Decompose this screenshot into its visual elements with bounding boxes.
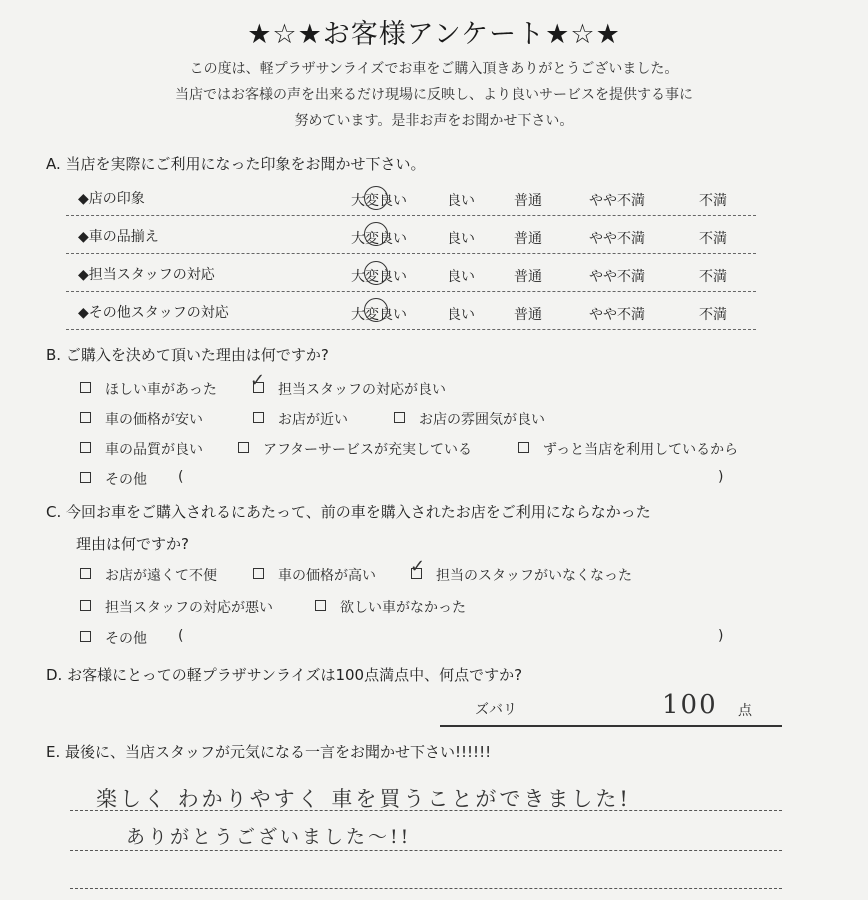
other-open-paren: ( <box>178 469 184 485</box>
checkbox[interactable] <box>238 442 249 453</box>
option-dissatisfied[interactable]: 不満 <box>699 193 727 209</box>
checkbox[interactable] <box>80 382 91 393</box>
checkbox-item[interactable] <box>238 439 472 459</box>
section-b-heading: B. ご購入を決めて頂いた理由は何ですか? <box>46 346 329 364</box>
option-very-good[interactable]: 大変良い <box>351 193 407 209</box>
checkbox-label: 車の価格が安い <box>105 412 203 428</box>
checkbox-item[interactable] <box>253 565 376 585</box>
option-dissatisfied[interactable]: 不満 <box>699 269 727 285</box>
checkbox-item[interactable] <box>80 565 217 585</box>
other-open-paren: ( <box>178 628 184 644</box>
option-slightly-dissatisfied[interactable]: やや不満 <box>589 307 645 323</box>
row-divider <box>66 215 756 216</box>
checkbox[interactable] <box>80 442 91 453</box>
checkbox-label: 担当のスタッフがいなくなった <box>436 568 632 584</box>
checkbox-label: お店の雰囲気が良い <box>419 412 545 428</box>
other-close-paren: ) <box>718 628 724 644</box>
row-divider <box>66 291 756 292</box>
checkmark-icon: ✓ <box>410 556 426 577</box>
comment-rule <box>70 888 782 889</box>
section-e-heading: E. 最後に、当店スタッフが元気になる一言をお聞かせ下さい!!!!!! <box>46 743 492 761</box>
row-divider <box>66 329 756 330</box>
checkbox-item[interactable] <box>80 409 203 429</box>
intro-line-1: この度は、軽プラザサンライズでお車をご購入頂きありがとうございました。 <box>189 61 679 77</box>
checkbox-label: お店が遠くて不便 <box>105 568 217 584</box>
checkbox[interactable] <box>80 600 91 611</box>
checkbox[interactable] <box>315 600 326 611</box>
section-a-heading: A. 当店を実際にご利用になった印象をお聞かせ下さい。 <box>46 155 426 173</box>
option-very-good[interactable]: 大変良い <box>351 231 407 247</box>
option-good[interactable]: 良い <box>447 231 475 247</box>
section-c-heading-cont: 理由は何ですか? <box>76 535 189 553</box>
checkbox-item[interactable] <box>315 597 466 617</box>
checkbox[interactable] <box>394 412 405 423</box>
checkbox-label: 欲しい車がなかった <box>340 600 466 616</box>
checkbox[interactable] <box>253 568 264 579</box>
selected-circle-mark <box>364 222 388 246</box>
option-slightly-dissatisfied[interactable]: やや不満 <box>589 231 645 247</box>
checkbox-label: 車の価格が高い <box>278 568 376 584</box>
checkbox-label: お店が近い <box>278 412 348 428</box>
checkbox-item[interactable] <box>80 379 217 399</box>
survey-title: ★☆★お客様アンケート★☆★ <box>247 19 621 50</box>
score-unit: 点 <box>738 703 752 719</box>
checkbox[interactable] <box>80 631 91 642</box>
comment-line-1[interactable]: 楽しく わかりやすく 車を買うことができました! <box>96 787 631 811</box>
selected-circle-mark <box>364 261 388 285</box>
checkbox-label: 車の品質が良い <box>105 442 203 458</box>
row-divider <box>66 253 756 254</box>
option-good[interactable]: 良い <box>447 193 475 209</box>
option-slightly-dissatisfied[interactable]: やや不満 <box>589 269 645 285</box>
option-normal[interactable]: 普通 <box>514 193 542 209</box>
option-dissatisfied[interactable]: 不満 <box>699 307 727 323</box>
checkbox[interactable] <box>518 442 529 453</box>
checkbox-item[interactable] <box>80 439 203 459</box>
row-label: ◆車の品揃え <box>78 229 159 245</box>
checkbox-item[interactable] <box>80 469 147 489</box>
checkmark-icon: ✓ <box>250 370 266 391</box>
intro-line-3: 努めています。是非お声をお聞かせ下さい。 <box>294 113 574 129</box>
checkbox-item[interactable] <box>394 409 545 429</box>
checkbox-item[interactable] <box>80 597 273 617</box>
option-slightly-dissatisfied[interactable]: やや不満 <box>589 193 645 209</box>
comment-rule <box>70 810 782 811</box>
checkbox[interactable] <box>253 412 264 423</box>
checkbox[interactable] <box>80 472 91 483</box>
option-very-good[interactable]: 大変良い <box>351 269 407 285</box>
option-good[interactable]: 良い <box>447 269 475 285</box>
row-label: ◆その他スタッフの対応 <box>78 305 229 321</box>
row-label: ◆担当スタッフの対応 <box>78 267 215 283</box>
row-label: ◆店の印象 <box>78 191 145 207</box>
checkbox[interactable] <box>80 568 91 579</box>
checkbox-item[interactable] <box>253 379 446 399</box>
checkbox-label: 担当スタッフの対応が悪い <box>105 600 273 616</box>
checkbox-label: その他 <box>105 472 147 488</box>
checkbox-label: 担当スタッフの対応が良い <box>278 382 446 398</box>
checkbox-item[interactable] <box>411 565 632 585</box>
selected-circle-mark <box>364 186 388 210</box>
comment-rule <box>70 850 782 851</box>
section-d-heading: D. お客様にとっての軽プラザサンライズは100点満点中、何点ですか? <box>46 666 523 684</box>
selected-circle-mark <box>364 298 388 322</box>
option-normal[interactable]: 普通 <box>514 231 542 247</box>
checkbox-item[interactable] <box>80 628 147 648</box>
checkbox-label: その他 <box>105 631 147 647</box>
section-c-heading: C. 今回お車をご購入されるにあたって、前の車を購入されたお店をご利用にならなかった <box>46 503 651 521</box>
checkbox[interactable] <box>80 412 91 423</box>
option-good[interactable]: 良い <box>447 307 475 323</box>
option-normal[interactable]: 普通 <box>514 307 542 323</box>
score-value[interactable]: 100 <box>662 690 718 720</box>
other-close-paren: ) <box>718 469 724 485</box>
comment-line-2[interactable]: ありがとうございました〜!! <box>126 826 412 848</box>
score-underline <box>440 725 782 727</box>
checkbox-label: アフターサービスが充実している <box>263 442 473 458</box>
checkbox-label: ずっと当店を利用しているから <box>543 442 739 458</box>
intro-line-2: 当店ではお客様の声を出来るだけ現場に反映し、より良いサービスを提供する事に <box>175 87 693 103</box>
answer-prefix: ズバリ <box>475 702 517 718</box>
checkbox-item[interactable] <box>518 439 738 459</box>
option-very-good[interactable]: 大変良い <box>351 307 407 323</box>
option-dissatisfied[interactable]: 不満 <box>699 231 727 247</box>
option-normal[interactable]: 普通 <box>514 269 542 285</box>
checkbox-label: ほしい車があった <box>105 382 217 398</box>
checkbox-item[interactable] <box>253 409 348 429</box>
